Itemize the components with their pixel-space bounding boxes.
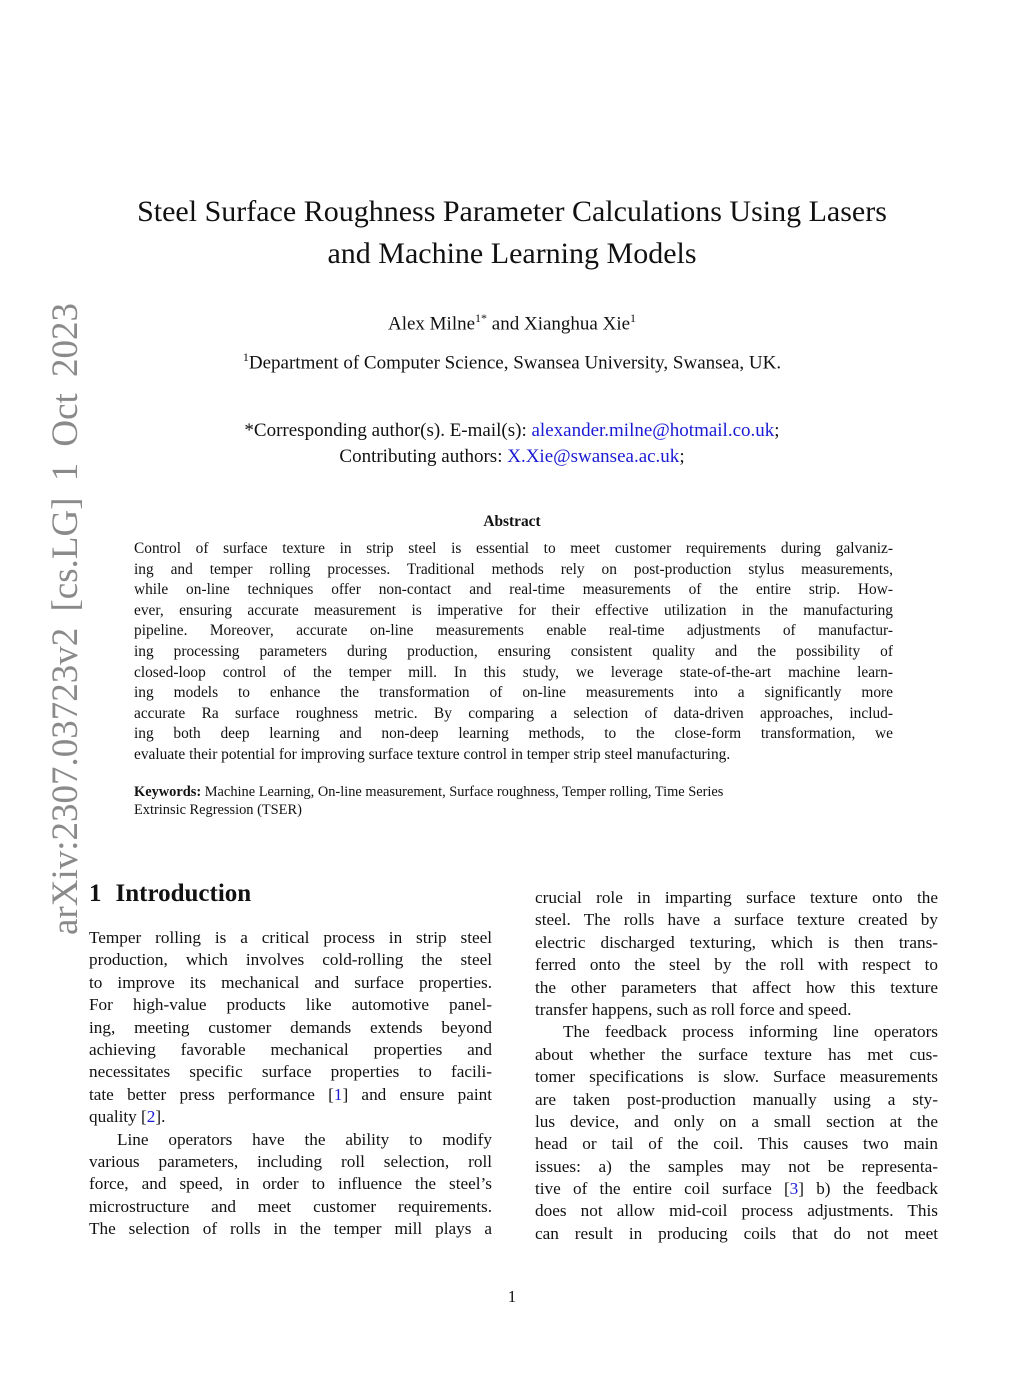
text-line: ing and temper rolling processes. Traditional methods rely on post-production stylus measurements,	[134, 560, 893, 578]
text-line: crucial role in imparting surface texture onto the	[535, 888, 938, 907]
text-line: production, which involves cold-rolling the steel	[89, 950, 492, 970]
section-title: Introduction	[115, 880, 252, 907]
paper-title-line-1: Steel Surface Roughness Parameter Calculations Using Lasers	[137, 195, 887, 228]
text-line: closed-loop control of the temper mill. In this study, we leverage state-of-the-art machine learn-	[134, 663, 893, 681]
text-line: various parameters, including roll selection, roll	[89, 1151, 492, 1171]
keywords-label: Keywords:	[134, 784, 202, 800]
text-line: ever, ensuring accurate measurement is imperative for their effective utilization in the manufacturing	[134, 601, 893, 619]
corresponding-email-link[interactable]: alexander.milne@hotmail.co.uk	[531, 420, 775, 441]
corresponding-author	[0, 420, 1024, 442]
author-1-sup: 1*	[475, 311, 488, 325]
text-line: microstructure and meet customer requirements.	[89, 1196, 492, 1216]
text-line: steel. The rolls have a surface texture created by	[535, 910, 938, 930]
keywords	[134, 783, 893, 819]
author-1: Alex Milne	[387, 313, 476, 335]
text-line: The feedback process informing line operators	[563, 1022, 938, 1042]
affiliation	[0, 350, 1024, 374]
citation-link[interactable]: 1	[333, 1084, 343, 1104]
contributing-prefix: Contributing authors:	[339, 446, 508, 467]
citation-link[interactable]: 3	[789, 1179, 799, 1199]
text-line: Line operators have the ability to modify	[117, 1129, 492, 1149]
text-line: transfer happens, such as roll force and speed.	[535, 999, 852, 1019]
author-2-sup: 1	[630, 311, 637, 325]
text-line: ferred onto the steel by the roll with respect to	[535, 955, 938, 975]
text-line: does not allow mid-coil process adjustments. This	[535, 1201, 938, 1221]
arxiv-identifier: arXiv:2307.03723v2 [cs.LG] 1 Oct 2023	[45, 303, 86, 935]
keywords-line-2: Extrinsic Regression (TSER)	[134, 802, 302, 818]
text-line: ing both deep learning and non-deep learning methods, to the close-form transformation, we	[134, 725, 893, 743]
text-line: head or tail of the coil. This causes two main	[535, 1134, 938, 1154]
section-number: 1	[89, 880, 102, 907]
abstract-body	[134, 539, 893, 766]
text-line: can result in producing coils that do not meet	[535, 1223, 938, 1243]
text-line: accurate Ra surface roughness metric. By comparing a selection of data-driven approaches, includ-	[134, 704, 893, 722]
text-line: Temper rolling is a critical process in strip steel	[89, 928, 492, 947]
author-2: and Xianghua Xie	[487, 313, 631, 335]
corresponding-suffix: ;	[774, 420, 780, 441]
text-line: tomer specifications is slow. Surface measurements	[535, 1067, 938, 1087]
text-line: lus device, and only on a small section at the	[535, 1111, 938, 1131]
text-line: while on-line techniques offer non-contact and real-time measurements of the entire strip. How-	[134, 581, 893, 599]
text-line: The selection of rolls in the temper mill plays a	[89, 1219, 492, 1239]
text-line: achieving favorable mechanical properties and	[89, 1039, 492, 1059]
contributing-authors	[0, 446, 1024, 468]
page-number: 1	[507, 1287, 517, 1306]
text-line: tate better press performance [1] and ensure paint	[89, 1084, 492, 1104]
abstract-heading: Abstract	[483, 513, 541, 530]
text-line: are taken post-production manually using a sty-	[535, 1089, 938, 1109]
text-line: to improve its mechanical and surface properties.	[89, 972, 492, 992]
right-column	[535, 887, 938, 1245]
text-line: Control of surface texture in strip steel is essential to meet customer requirements during galvaniz-	[134, 540, 893, 557]
text-line: issues: a) the samples may not be representa-	[535, 1156, 938, 1176]
section-heading	[89, 880, 265, 908]
text-line: the other parameters that affect how this texture	[535, 977, 938, 997]
authors	[0, 311, 1024, 335]
text-line: about whether the surface texture has met cus-	[535, 1044, 938, 1064]
text-line: ing processing parameters during production, ensuring consistent quality and the possibility of	[134, 642, 893, 660]
text-line: pipeline. Moreover, accurate on-line measurements enable real-time adjustments of manufactur-	[134, 622, 893, 640]
citation-link[interactable]: 2	[146, 1107, 156, 1127]
left-column	[89, 927, 492, 1240]
text-line: For high-value products like automotive panel-	[89, 995, 492, 1015]
text-line: ing, meeting customer demands extends beyond	[89, 1017, 492, 1037]
text-line: necessitates specific surface properties to facili-	[89, 1062, 492, 1082]
text-line: evaluate their potential for improving surface texture control in temper strip steel manufacturing.	[134, 745, 731, 763]
paper-title-line-2: and Machine Learning Models	[327, 237, 697, 270]
contributing-suffix: ;	[679, 446, 685, 467]
text-line: electric discharged texturing, which is then trans-	[535, 932, 938, 952]
text-line: quality [2].	[89, 1107, 166, 1127]
affiliation-sup: 1	[242, 350, 249, 364]
text-line: ing models to enhance the transformation of on-line measurements into a significantly more	[134, 684, 893, 702]
text-line: force, and speed, in order to influence the steel’s	[89, 1174, 492, 1194]
keywords-line-1: Machine Learning, On-line measurement, Surface roughness, Temper rolling, Time Series	[201, 784, 724, 800]
contributing-email-link[interactable]: X.Xie@swansea.ac.uk	[507, 446, 680, 467]
affiliation-text: Department of Computer Science, Swansea University, Swansea, UK.	[248, 352, 782, 374]
text-line: tive of the entire coil surface [3] b) the feedback	[535, 1179, 938, 1199]
corresponding-prefix: *Corresponding author(s). E-mail(s):	[244, 420, 532, 441]
